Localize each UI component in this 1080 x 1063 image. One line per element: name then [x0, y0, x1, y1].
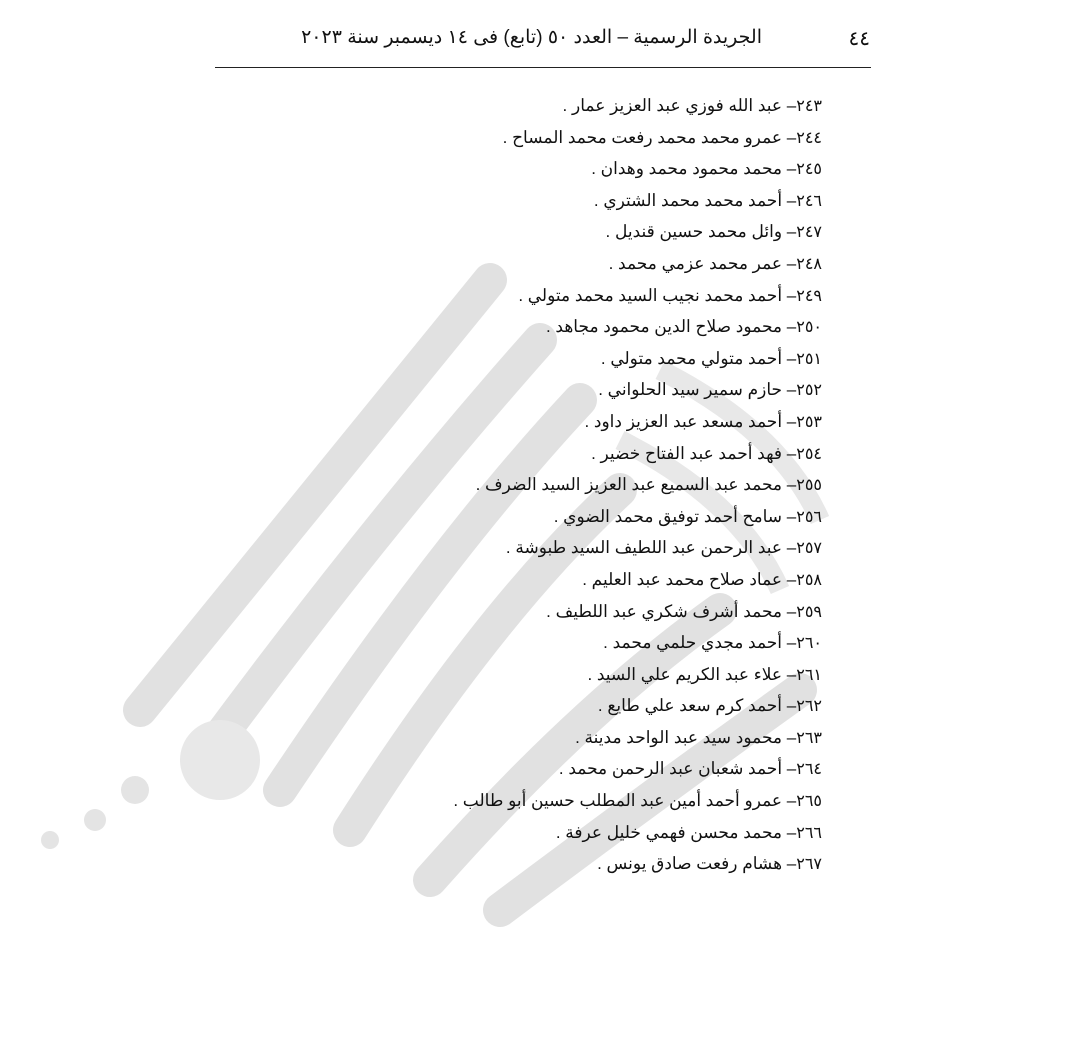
gazette-title: الجريدة الرسمية – العدد ٥٠ (تابع) فى ١٤ ديسمبر سنة ٢٠٢٣	[301, 27, 762, 48]
list-item	[222, 596, 822, 628]
list-item	[222, 122, 822, 154]
list-item	[222, 216, 822, 248]
item-number: ٢٦٧	[796, 854, 822, 874]
list-item	[222, 90, 822, 122]
names-list	[222, 90, 822, 880]
item-text: – علاء عبد الكريم علي السيد .	[587, 664, 797, 684]
list-item	[222, 438, 822, 470]
item-text: – فهد أحمد عبد الفتاح خضير .	[591, 443, 797, 463]
list-item	[222, 280, 822, 312]
list-item	[222, 532, 822, 564]
item-text: – أحمد محمد نجيب السيد محمد متولي .	[518, 285, 797, 305]
item-number: ٢٥٩	[796, 601, 822, 621]
list-item	[222, 690, 822, 722]
page-header	[215, 26, 870, 66]
list-item	[222, 722, 822, 754]
item-number: ٢٦٥	[796, 791, 822, 811]
list-item	[222, 343, 822, 375]
item-number: ٢٤٩	[796, 285, 822, 305]
item-number: ٢٤٨	[796, 253, 822, 273]
item-number: ٢٥٤	[796, 443, 822, 463]
item-text: – أحمد محمد محمد الشتري .	[593, 190, 797, 210]
list-item	[222, 311, 822, 343]
list-item	[222, 848, 822, 880]
item-number: ٢٤٣	[796, 96, 822, 115]
list-item	[222, 406, 822, 438]
list-item	[222, 153, 822, 185]
list-item	[222, 469, 822, 501]
item-number: ٢٦٣	[796, 727, 822, 747]
item-text: – عبد الرحمن عبد اللطيف السيد طبوشة .	[505, 538, 797, 558]
item-text: – حازم سمير سيد الحلواني .	[598, 380, 797, 400]
item-number: ٢٦٠	[796, 633, 822, 653]
item-text: – أحمد كرم سعد علي طايع .	[597, 696, 797, 716]
item-number: ٢٦٤	[796, 759, 822, 779]
item-text: – سامح أحمد توفيق محمد الضوي .	[553, 506, 797, 526]
item-number: ٢٥٥	[796, 475, 822, 495]
item-text: – عبد الله فوزي عبد العزيز عمار .	[562, 96, 797, 115]
list-item	[222, 627, 822, 659]
item-number: ٢٤٦	[796, 190, 822, 210]
list-item	[222, 248, 822, 280]
item-text: – أحمد مجدي حلمي محمد .	[603, 633, 797, 653]
list-item	[222, 564, 822, 596]
item-number: ٢٥٣	[796, 411, 822, 431]
page-number: ٤٤	[848, 28, 870, 50]
item-text: – عماد صلاح محمد عبد العليم .	[582, 569, 797, 589]
item-number: ٢٥٢	[796, 380, 822, 400]
item-text: – محمود صلاح الدين محمود مجاهد .	[545, 317, 797, 337]
list-item	[222, 374, 822, 406]
item-number: ٢٦٦	[796, 822, 822, 842]
item-number: ٢٥٧	[796, 538, 822, 558]
item-text: – أحمد شعبان عبد الرحمن محمد .	[558, 759, 797, 779]
item-number: ٢٤٥	[796, 159, 822, 179]
item-number: ٢٦١	[796, 664, 822, 684]
item-text: – وائل محمد حسين قنديل .	[605, 222, 797, 242]
item-text: – عمرو محمد محمد رفعت محمد المساح .	[502, 127, 797, 147]
item-text: – أحمد متولي محمد متولي .	[600, 348, 797, 368]
item-number: ٢٥٠	[796, 317, 822, 337]
item-number: ٢٥٦	[796, 506, 822, 526]
item-text: – محمد أشرف شكري عبد اللطيف .	[546, 601, 797, 621]
list-item	[222, 501, 822, 533]
item-text: – محمد محمود محمد وهدان .	[591, 159, 797, 179]
header-divider	[215, 67, 871, 68]
item-text: – عمرو أحمد أمين عبد المطلب حسين أبو طالب .	[453, 791, 797, 811]
item-text: – محمد عبد السميع عبد العزيز السيد الضرف .	[475, 475, 797, 495]
item-text: – هشام رفعت صادق يونس .	[597, 854, 797, 874]
item-text: – أحمد مسعد عبد العزيز داود .	[584, 411, 797, 431]
list-item	[222, 185, 822, 217]
list-item	[222, 659, 822, 691]
item-text: – محمد محسن فهمي خليل عرفة .	[555, 822, 797, 842]
item-text: – محمود سيد عبد الواحد مدينة .	[575, 727, 797, 747]
item-text: – عمر محمد عزمي محمد .	[608, 253, 797, 273]
list-item	[222, 817, 822, 849]
item-number: ٢٦٢	[796, 696, 822, 716]
list-item	[222, 753, 822, 785]
item-number: ٢٥١	[796, 348, 822, 368]
list-item	[222, 785, 822, 817]
item-number: ٢٥٨	[796, 569, 822, 589]
item-number: ٢٤٤	[796, 127, 822, 147]
item-number: ٢٤٧	[796, 222, 822, 242]
